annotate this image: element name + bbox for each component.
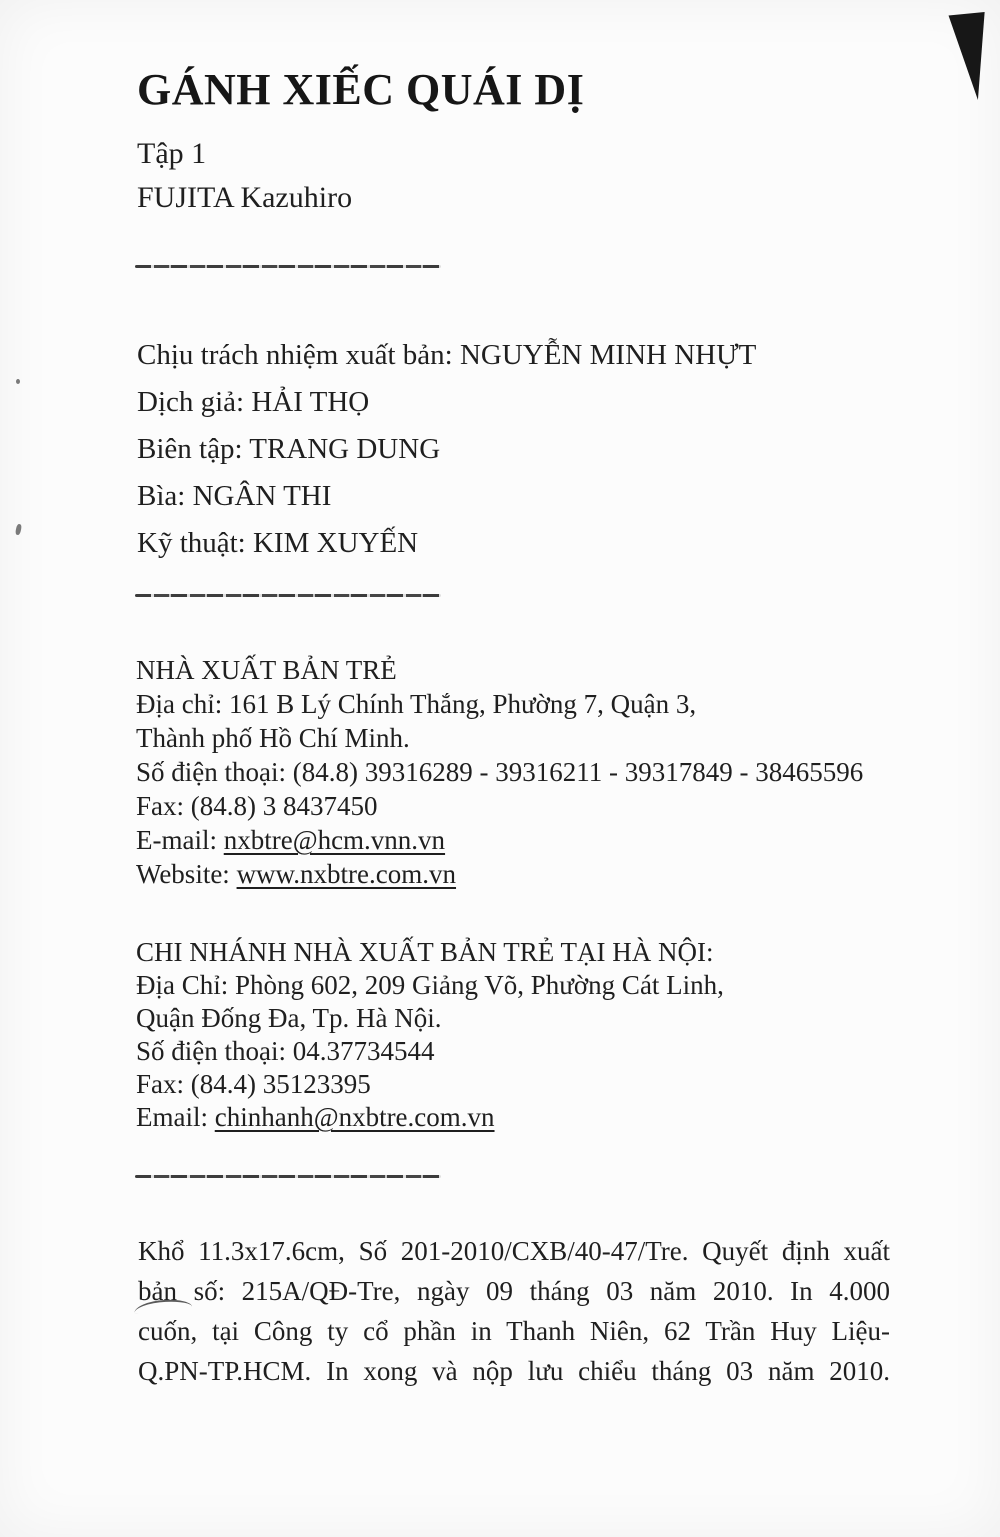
branch-email-label: Email: [136,1102,215,1132]
publisher-address-line-2: Thành phố Hồ Chí Minh. [136,723,410,753]
branch-email-line [136,1101,724,1134]
branch-heading: CHI NHÁNH NHÀ XUẤT BẢN TRẺ TẠI HÀ NỘI: [136,937,714,967]
section-divider [135,594,441,597]
credit-line-technical: Kỹ thuật: KIM XUYẾN [137,527,419,559]
imprint-line-2: bản số: 215A/QĐ-Tre, ngày 09 tháng 03 năm 2010. In 4.000 [138,1276,890,1306]
branch-phone: Số điện thoại: 04.37734544 [136,1036,435,1066]
branch-fax: Fax: (84.4) 35123395 [136,1069,371,1099]
hanoi-branch-block [136,936,724,1134]
imprint-block [138,1231,890,1391]
volume-label: Tập 1 [137,137,207,170]
branch-address-line-2: Quận Đống Đa, Tp. Hà Nội. [136,1003,442,1033]
publisher-email-label: E-mail: [136,825,224,855]
publisher-block [136,653,863,891]
branch-address-line-1: Địa Chỉ: Phòng 602, 209 Giảng Võ, Phường Cát Linh, [136,970,724,1000]
publisher-phone: Số điện thoại: (84.8) 39316289 - 39316211 - 39317849 - 38465596 [136,757,864,787]
scan-speck [15,524,22,536]
scan-corner-artifact [946,12,988,100]
credit-line-editor: Biên tập: TRANG DUNG [137,433,441,465]
credit-line-cover: Bìa: NGÂN THI [137,480,332,512]
publisher-website-label: Website: [136,859,237,889]
credit-line-publishing-director: Chịu trách nhiệm xuất bản: NGUYỄN MINH NHỰT [137,339,757,371]
credits-block [137,332,756,567]
imprint-line-3: cuốn, tại Công ty cổ phần in Thanh Niên, 62 Trần Huy Liệu- [138,1316,890,1346]
imprint-line-4: Q.PN-TP.HCM. In xong và nộp lưu chiểu tháng 03 năm 2010. [138,1356,890,1386]
author-name: FUJITA Kazuhiro [137,181,353,214]
section-divider [135,1175,441,1178]
book-title: GÁNH XIẾC QUÁI DỊ [137,65,585,114]
publisher-name: NHÀ XUẤT BẢN TRẺ [136,655,397,685]
publisher-email-address: nxbtre@hcm.vnn.vn [223,825,446,855]
publisher-website-address: www.nxbtre.com.vn [236,859,457,889]
credit-line-translator: Dịch giả: HẢI THỌ [137,386,370,418]
branch-email-address: chinhanh@nxbtre.com.vn [214,1102,495,1132]
scan-speck [16,379,20,384]
publisher-email-line [136,823,863,857]
section-divider [135,265,441,268]
publisher-fax: Fax: (84.8) 3 8437450 [136,791,378,821]
publisher-website-line [136,857,863,891]
publisher-address-line-1: Địa chỉ: 161 B Lý Chính Thắng, Phường 7, Quận 3, [136,689,697,719]
imprint-line-1: Khổ 11.3x17.6cm, Số 201-2010/CXB/40-47/Tre. Quyết định xuất [138,1236,890,1266]
